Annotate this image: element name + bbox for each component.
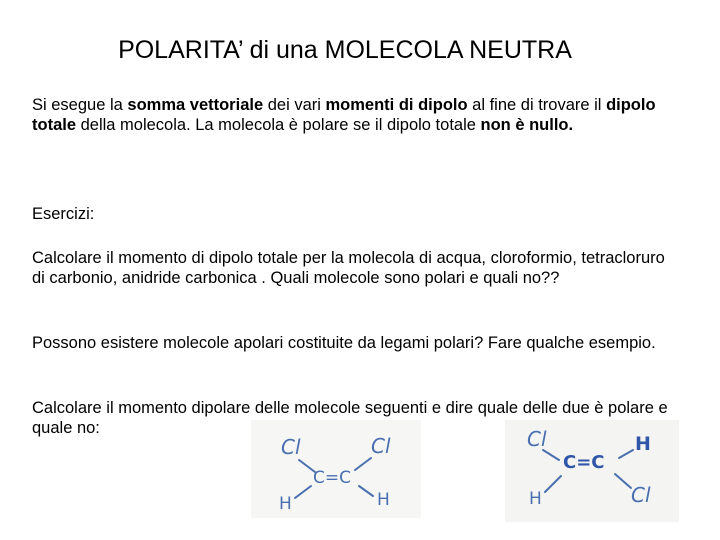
exercise-2: Possono esistere molecole apolari costituite da legami polari? Fare qualche esempio. [32,334,656,352]
molecule-2-bond-top-left [543,450,559,460]
molecule-2-top-left: Cl [527,427,547,451]
molecule-2-center: C=C [563,452,605,473]
molecule-2-svg [505,420,679,522]
intro-bold-4: non è nullo. [480,116,574,134]
molecule-1-bond-top-left [299,460,315,472]
exercise-1: Calcolare il momento di dipolo totale per la molecola di acqua, cloroformio, tetracloruro di carbonio, anidride carbonica . Quali molecole sono polari e quali no?? [32,249,665,287]
molecule-1-top-left: Cl [281,435,301,459]
intro-paragraph [32,95,672,135]
molecule-1-svg [251,420,421,518]
intro-bold-2: momenti di dipolo [325,96,468,114]
intro-text-2: dei vari [263,96,326,114]
molecule-1-top-right: Cl [371,434,391,458]
molecule-2-bond-bottom-left [545,476,561,492]
molecule-1-bottom-right: H [377,490,390,510]
molecule-2-bottom-left: H [529,489,542,509]
molecule-1-bond-bottom-left [295,486,311,498]
molecule-2-bond-bottom-right [615,474,631,488]
molecule-2-drawing [505,420,679,522]
molecule-2-top-right: H [635,433,651,455]
molecule-1-center: C=C [313,468,351,488]
intro-text-3: al fine di trovare il [467,96,607,114]
intro-text-4: della molecola. La molecola è polare se il dipolo totale [76,116,481,134]
intro-bold-3: dipolo totale [32,96,656,134]
exercise-3: Calcolare il momento dipolare delle molecole seguenti e dire quale delle due è polare e quale no: [32,399,668,437]
molecule-1-bottom-left: H [279,494,292,514]
exercises-heading: Esercizi: [32,205,95,223]
molecule-2-bond-top-right [619,450,633,458]
intro-bold-1: somma vettoriale [127,96,264,114]
intro-text-1: Si esegue la [32,96,128,114]
page-title: POLARITA’ di una MOLECOLA NEUTRA [118,36,572,64]
molecule-2-bottom-right: Cl [631,483,651,507]
molecule-1-bond-bottom-right [359,486,373,496]
molecule-1-drawing [251,420,421,518]
molecule-1-bond-top-right [355,458,371,470]
